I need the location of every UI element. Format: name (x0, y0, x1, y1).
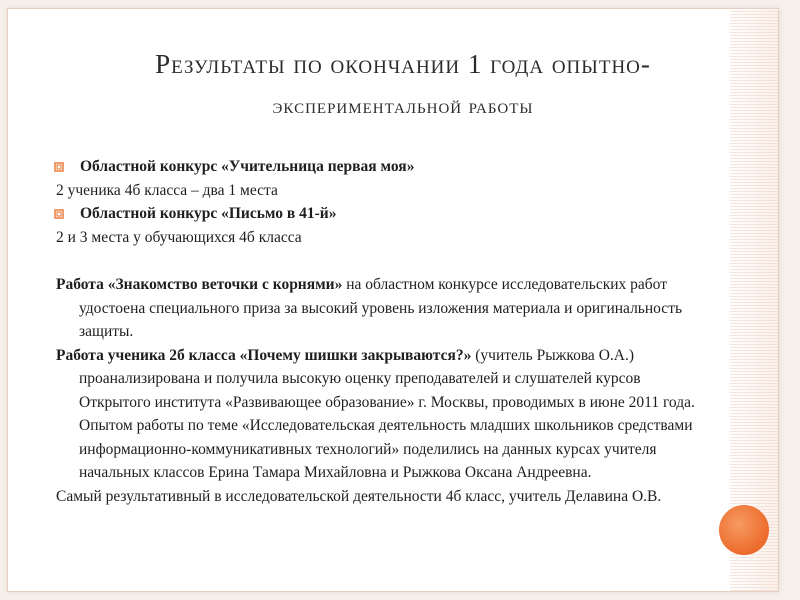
page-title (93, 43, 713, 127)
list-item-bullet (56, 202, 716, 226)
orange-circle-decoration (719, 505, 769, 555)
paragraph-2 (56, 344, 716, 485)
title-line-2: экспериментальной работы (272, 93, 534, 118)
paragraph-2-bold: Работа ученика 2б класса «Почему шишки закрываются?» (56, 346, 472, 364)
paragraph-1-text: на областном конкурсе исследовательских работ удостоена специального приза за высокий уровень изложения материала и оригинальность защиты. (79, 276, 683, 340)
paragraph-1-bold: Работа «Знакомство веточки с корнями» (56, 276, 343, 293)
paragraph-2-text: (учитель Рыжкова О.А.) проанализирована и получила высокую оценку преподавателей и слушателей курсов Открытого института «Развивающее образование» г. Москвы, проводимых в июне 2011 года. Опытом работы по теме «Исследовательская деятельность младших школьников средствами информационно-коммуникативных технологий» поделились на данных курсах учителя начальных классов Ерина Тамара Михайловна и Рыжкова Оксана Андреевна. (79, 346, 695, 481)
list-item-text: Областной конкурс «Письмо в 41-й» (80, 205, 337, 222)
paragraph-3: Самый результативный в исследовательской деятельности 4б класс, учитель Делавина О.В. (56, 487, 662, 505)
decorative-stripes (730, 9, 778, 591)
title-line-1: Результаты по окончании 1 года опытно- (155, 49, 651, 79)
list-item: 2 ученика 4б класса – два 1 места (56, 181, 278, 199)
slide-content (56, 155, 716, 508)
square-bullet-icon (54, 209, 64, 219)
paragraph-1 (56, 273, 716, 344)
list-item-text: Областной конкурс «Учительница первая моя» (80, 158, 415, 175)
list-item-bullet (56, 155, 716, 179)
square-bullet-icon (54, 162, 64, 172)
slide (7, 8, 779, 592)
spacer (56, 249, 716, 273)
list-item: 2 и 3 места у обучающихся 4б класса (56, 228, 302, 246)
